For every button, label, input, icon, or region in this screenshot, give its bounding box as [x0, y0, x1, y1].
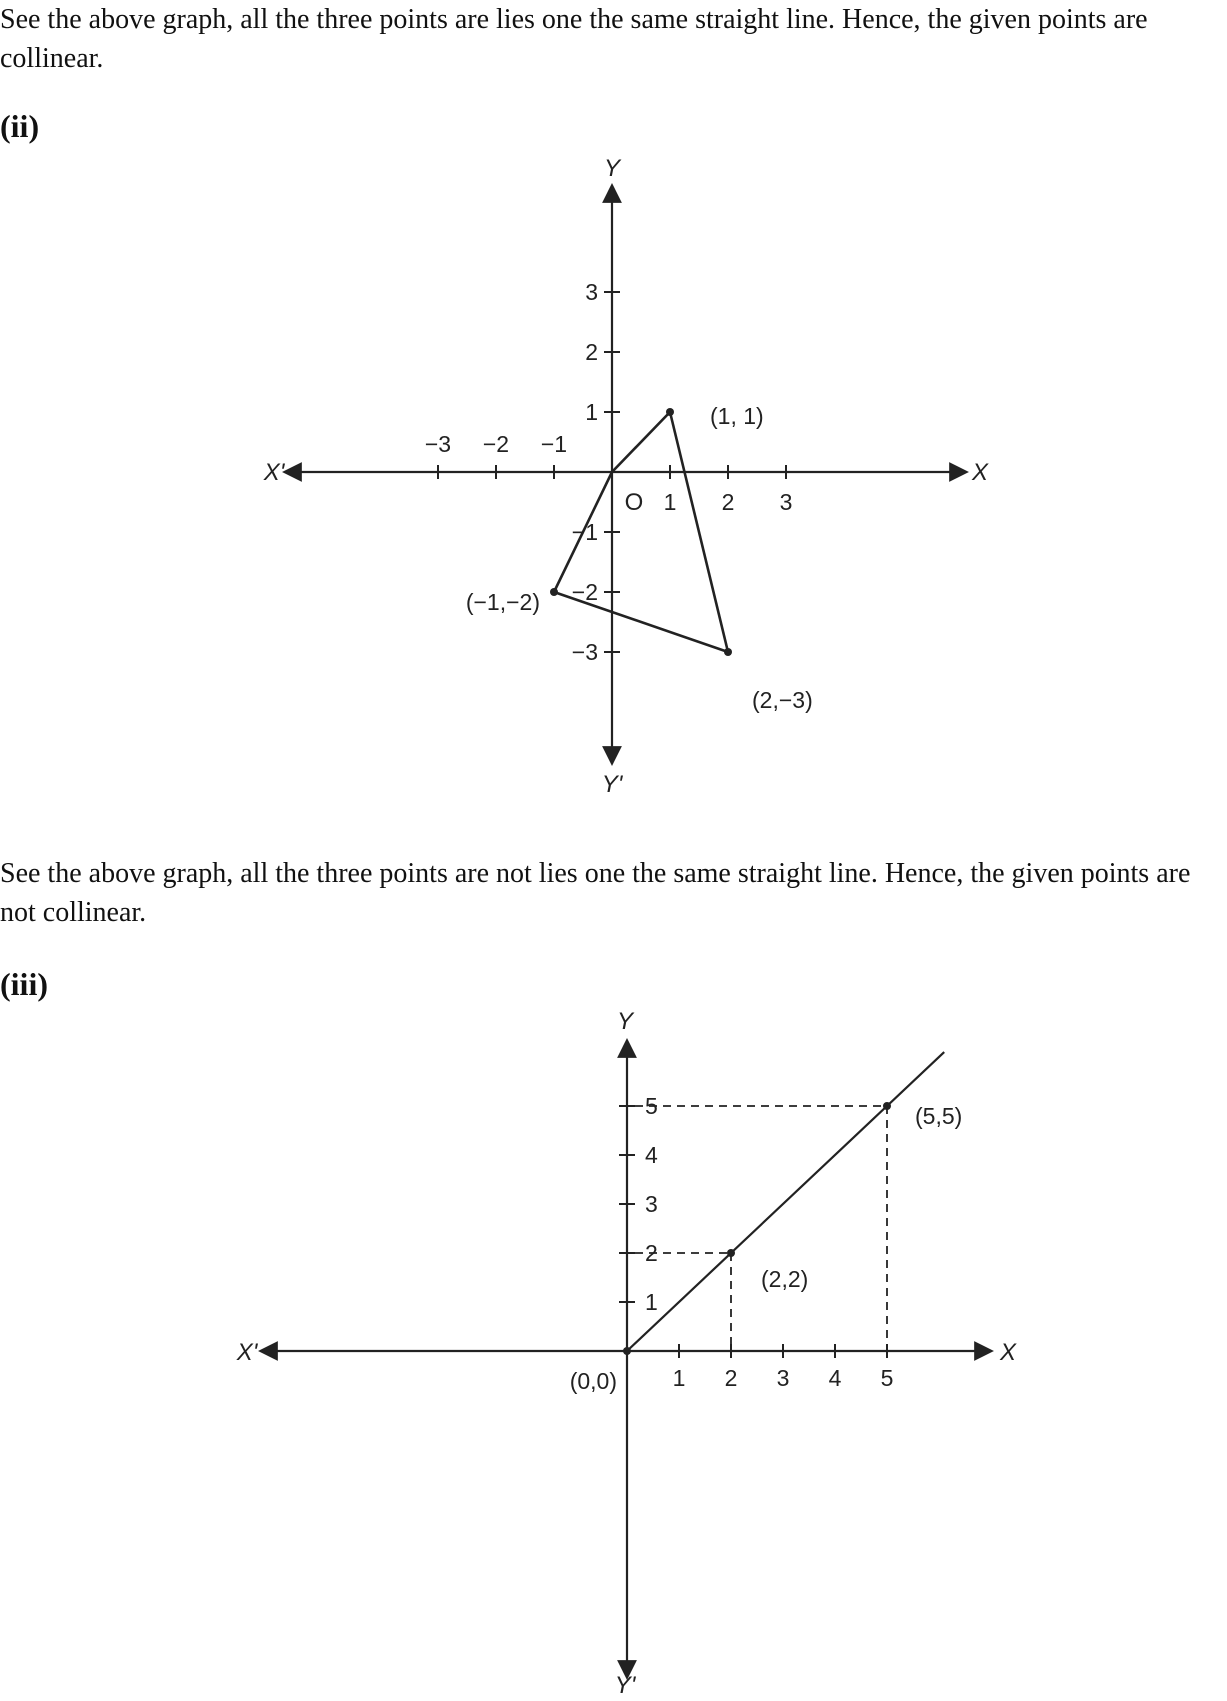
triangle-edge — [612, 412, 670, 472]
data-point — [666, 408, 674, 416]
x-tick-label: 3 — [779, 489, 793, 515]
paragraph-not-collinear: See the above graph, all the three points are not lies one the same straight line. Hence, the given points are not collinear. — [0, 858, 1191, 928]
chart-ii — [263, 155, 989, 798]
y-tick-label: −1 — [571, 519, 598, 545]
x-neg-axis-label: X' — [263, 459, 285, 486]
point-label: (−1,−2) — [465, 589, 540, 615]
part-label-iii: (iii) — [0, 966, 48, 1002]
point-label: (5,5) — [915, 1103, 963, 1129]
x-tick-label: 4 — [828, 1365, 842, 1391]
part-label-ii: (ii) — [0, 108, 40, 144]
y-tick-label: −3 — [571, 639, 598, 665]
y-tick-label: 3 — [585, 279, 598, 305]
triangle-edge — [554, 472, 612, 592]
x-tick-label: −2 — [482, 431, 510, 457]
y-neg-axis-label: Y' — [614, 1672, 636, 1699]
x-tick-label: 5 — [880, 1365, 894, 1391]
x-tick-label: 1 — [672, 1365, 686, 1391]
data-point — [623, 1347, 631, 1355]
y-tick-label: 4 — [645, 1142, 658, 1168]
x-tick-label: −1 — [540, 431, 568, 457]
chart-iii — [236, 1008, 1017, 1699]
point-label: (1, 1) — [710, 403, 764, 429]
y-tick-label: 1 — [585, 399, 598, 425]
x-axis-label: X — [971, 459, 989, 486]
x-tick-label: −3 — [424, 431, 452, 457]
y-tick-label: 2 — [645, 1240, 658, 1266]
y-tick-label: 1 — [645, 1289, 658, 1315]
point-label: (0,0) — [569, 1368, 617, 1394]
y-axis-label: Y — [616, 1008, 634, 1035]
line-y-equals-x — [627, 1052, 944, 1351]
x-neg-axis-label: X' — [236, 1339, 258, 1366]
x-tick-label: 3 — [776, 1365, 790, 1391]
data-point — [727, 1249, 735, 1257]
y-tick-label: 5 — [645, 1093, 658, 1119]
y-axis-label: Y — [603, 155, 621, 182]
data-point — [883, 1102, 891, 1110]
data-point — [724, 648, 732, 656]
paragraph-collinear: See the above graph, all the three points are lies one the same straight line. Hence, the given points are collinear. — [0, 4, 1148, 74]
y-tick-label: −2 — [571, 579, 598, 605]
data-point — [550, 588, 558, 596]
x-axis-label: X — [999, 1339, 1017, 1366]
point-label: (2,−3) — [752, 687, 813, 713]
y-neg-axis-label: Y' — [601, 771, 623, 798]
x-tick-label: 2 — [721, 489, 735, 515]
point-label: (2,2) — [761, 1266, 809, 1292]
y-tick-label: 2 — [585, 339, 598, 365]
triangle-edge — [670, 412, 728, 652]
y-tick-label: 3 — [645, 1191, 658, 1217]
origin-label: O — [624, 489, 644, 516]
x-tick-label: 2 — [724, 1365, 738, 1391]
x-tick-label: 1 — [663, 489, 677, 515]
